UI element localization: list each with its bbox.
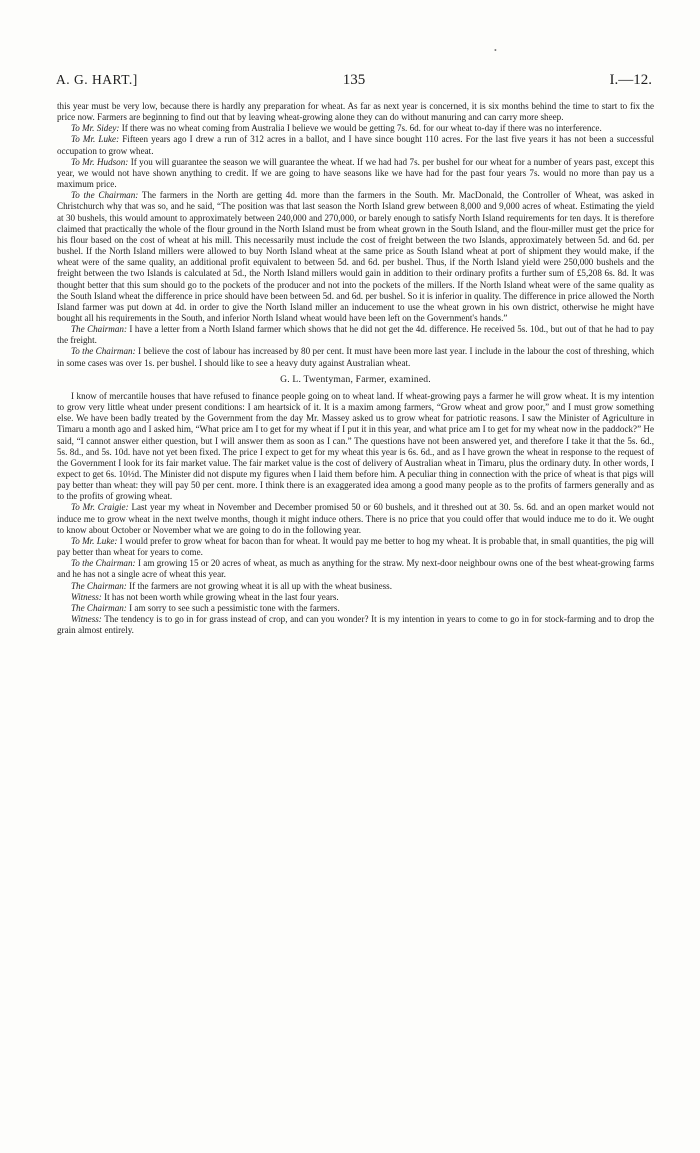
section-heading: G. L. Twentyman, Farmer, examined. — [280, 373, 431, 385]
paragraph: Witness: The tendency is to go in for grass instead of crop, and can you wonder? It is my intention in years to come to go in for stock-farming and to drop the grain almost entirely. — [57, 614, 654, 636]
paragraph: To Mr. Luke: I would prefer to grow wheat for bacon than for wheat. It would pay me better to hog my wheat. It is probable that, in small quantities, the pig will pay better than wheat for years to come. — [57, 535, 654, 558]
document-body — [57, 101, 654, 636]
paragraph: To Mr. Sidey: If there was no wheat coming from Australia I believe we would be getting 7s. 6d. for our wheat to-day if there was no interference. — [71, 123, 602, 134]
paragraph: I know of mercantile houses that have refused to finance people going on to wheat land. If wheat-growing pays a farmer he will grow wheat. It is my intention to grow very little wheat under present conditions: I am heartsick of it. It is a maxim among farmers, “Grow wheat and grow poor,” and I must grow something else. We have been badly treated by the Government from the day Mr. Massey asked us to grow wheat for patriotic reasons. I saw the Minister of Agriculture in Timaru a month ago and I asked him, “What price am I to get for my wheat if I put it in this year, and what price am I to get for my wheat now in the paddock?” He said, “I cannot answer either question, but I will answer them as soon as I can.” The questions have not been answered yet, and therefore I take it that the 5s. 6d., 5s. 8d., and 5s. 10d. have not yet been fixed. The price I expect to get for my wheat this year is 6s. 6d., and as I have grown the wheat in response to the request of the Government I look for its fair market value. The fair market value is the cost of delivery of Australian wheat in Timaru, plus the ordinary duty. In other words, I expect to get 6s. 10½d. The Minister did not dispute my figures when I laid them before him. A peculiar thing in connection with the price of wheat is that pigs will pay better than wheat: they will pay 50 per cent. more. I think there is an exaggerated idea among a good many people as to the profits of farmers generally and as to the profits of growing wheat. — [57, 390, 654, 502]
paragraph: Witness: It has not been worth while growing wheat in the last four years. — [71, 591, 339, 602]
paragraph: To Mr. Luke: Fifteen years ago I drew a run of 312 acres in a ballot, and I have since bought 110 acres. For the last five years it has not been a successful occupation to grow wheat. — [57, 134, 654, 156]
paragraph: The Chairman: I have a letter from a North Island farmer which shows that he did not get the 4d. difference. He received 5s. 10d., but out of that he had to pay the freight. — [57, 324, 655, 346]
paragraph: To Mr. Craigie: Last year my wheat in November and December promised 50 or 60 bushels, and it threshed out at 30. 5s. 6d. and an open market would not induce me to grow wheat in the next twelve months, though it might induce others. There is no price that you could offer that would induce me to do it. We ought to know about October or November what we are going to do in the following year. — [57, 502, 654, 535]
paragraph: The Chairman: I am sorry to see such a pessimistic tone with the farmers. — [71, 602, 340, 613]
scan-speck: • — [494, 46, 497, 55]
paragraph: To the Chairman: The farmers in the North are getting 4d. more than the farmers in the South. Mr. MacDonald, the Controller of Wheat, was asked in Christchurch why that was so, and he said, “The position was that last season the North Island grew between 8,000 and 9,000 acres of wheat. Estimating the yield at 30 bushels, this would amount to approximately between 240,000 and 270,000, or barely enough to satisfy North Island requirements for ten days. It is therefore claimed that practically the whole of the flour ground in the North Island must be from wheat grown in the South Island, and the flour-miller must get the price for his flour based on the cost of wheat at his mill. This necessarily must include the cost of freight between the two Islands, approximately between 5d. and 6d. per bushel. If the North Island millers were allowed to buy North Island wheat at the same price as South Island wheat at port of shipment they would make, if the wheat were of the same quality, an additional profit equivalent to between 5d. and 6d. per bushel. Thus, if the North Island yield were 250,000 bushels and the freight between the two Islands is calculated at 5d., the North Island millers would gain in addition to their ordinary profits a further sum of £5,208 6s. 8d. It was thought better that this sum should go to the pockets of the producer and not into the pockets of the millers. If the North Island wheat were of the same quality as the South Island wheat the difference in price should have been between 5d. and 6d. per bushel. So it is inferior in quality. The difference in price allowed the North Island farmer was put down at 4d. in order to give the North Island miller an inducement to use the wheat grown in his own district, otherwise he might have bought all his requirements in the South, and inferior North Island wheat would have been left on the Government's hands.” — [57, 190, 654, 323]
paragraph: To the Chairman: I believe the cost of labour has increased by 80 per cent. It must have been more last year. I include in the labour the cost of threshing, which in some cases was over 1s. per bushel. I should like to see a heavy duty against Australian wheat. — [57, 346, 655, 368]
header-author: A. G. HART.] — [56, 72, 138, 87]
paragraph: To the Chairman: I am growing 15 or 20 acres of wheat, as much as anything for the straw. My next-door neighbour owns one of the best wheat-growing farms and he has not a single acre of wheat this year. — [57, 558, 655, 580]
header-reference: I.—12. — [609, 72, 652, 88]
paragraph: this year must be very low, because there is hardly any preparation for wheat. As far as next year is concerned, it is six months behind the time to start to fix the price now. Farmers are beginning to find out that by leaving wheat-growing alone they can do without manuring and can carry more sheep. — [57, 101, 654, 123]
paragraph: The Chairman: If the farmers are not growing wheat it is all up with the wheat business. — [71, 580, 392, 591]
page-number: 135 — [342, 72, 366, 88]
page-header — [56, 72, 652, 90]
paragraph: To Mr. Hudson: If you will guarantee the season we will guarantee the wheat. If we had had 7s. per bushel for our wheat for a number of years past, except this year, we would not have shown anything to credit. If we are going to have seasons like we have had for the past four years 7s. would no more than pay us a maximum price. — [57, 156, 654, 190]
